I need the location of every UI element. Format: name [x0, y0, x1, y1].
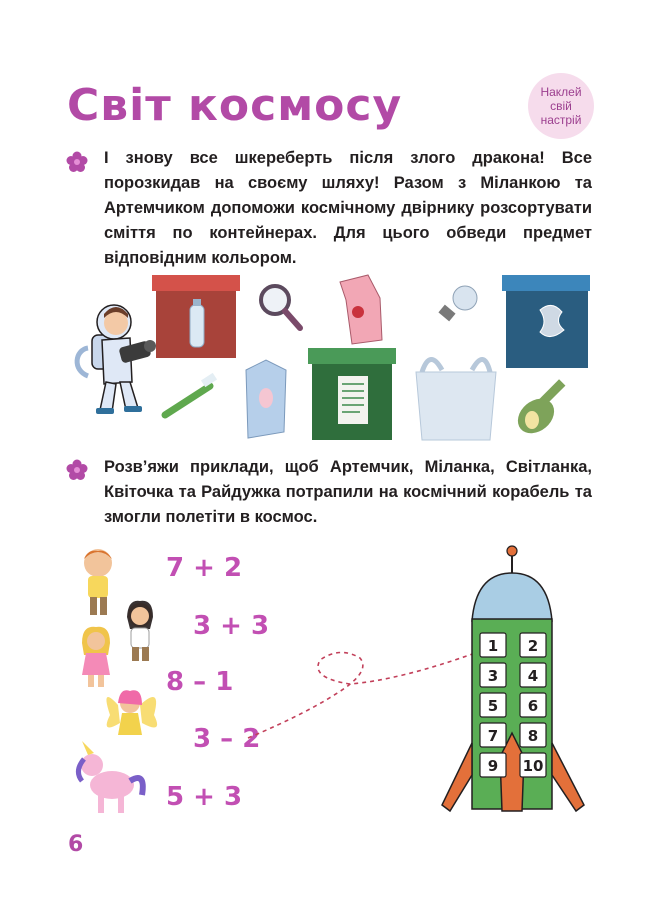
- character-boy: [84, 549, 112, 615]
- trash-sorting-illustration: [70, 270, 590, 445]
- plastic-bag: [416, 359, 496, 440]
- character-fairy: [106, 690, 157, 735]
- math-example: 8 – 1: [166, 667, 234, 697]
- character-girl-blonde: [82, 627, 110, 687]
- astronaut: [77, 305, 156, 414]
- rocket-number: 3: [487, 667, 499, 685]
- page-number: 6: [68, 832, 84, 857]
- badge-line-1: Наклей: [540, 85, 582, 99]
- math-example: 5 + 3: [166, 782, 243, 812]
- rocket-number: 4: [527, 667, 539, 685]
- rocket-number: 1: [487, 637, 499, 655]
- blue-bin: [502, 275, 590, 368]
- math-example: 3 + 3: [193, 611, 270, 641]
- rocket-number: 10: [522, 757, 544, 775]
- task-2-text: Розв’яжи приклади, щоб Артемчик, Міланка, Світланка, Квіточка та Райдужка потрапили на космічний корабель та змогли полетіти в космос.: [104, 458, 592, 526]
- rocket: [438, 543, 590, 816]
- rocket-number: 5: [487, 697, 499, 715]
- math-example: 7 + 2: [166, 553, 243, 583]
- light-bulb: [438, 286, 477, 321]
- toothbrush: [165, 373, 217, 415]
- rocket-number: 7: [487, 727, 499, 745]
- math-example: 3 – 2: [193, 724, 261, 754]
- green-bin: [308, 348, 396, 440]
- magnifier: [261, 286, 300, 328]
- red-bin: [152, 275, 240, 358]
- flower-bullet-icon: [66, 151, 88, 173]
- rocket-number: 9: [487, 757, 499, 775]
- badge-line-2: свій: [550, 99, 572, 113]
- rocket-number: 6: [527, 697, 539, 715]
- juice-box: [340, 275, 382, 344]
- mood-sticker-badge[interactable]: [528, 73, 594, 139]
- rocket-number: 2: [527, 637, 539, 655]
- flower-bullet-icon: [66, 459, 88, 481]
- milk-carton: [246, 360, 286, 438]
- page-title: Світ космосу: [67, 80, 403, 131]
- glass-bottle: [511, 379, 565, 440]
- task-1-text: І знову все шкереберть після злого дракона! Все порозкидав на своєму шляху! Разом з Міланкою та Артемчиком допоможи космічному двірнику розсортувати сміття по контейнерах. Для цього обведи предмет відповідним кольором.: [104, 149, 592, 267]
- character-unicorn: [78, 741, 142, 813]
- rocket-number: 8: [527, 727, 539, 745]
- characters-group: [70, 545, 170, 820]
- character-girl-dark-hair: [127, 601, 153, 661]
- badge-line-3: настрій: [540, 113, 582, 127]
